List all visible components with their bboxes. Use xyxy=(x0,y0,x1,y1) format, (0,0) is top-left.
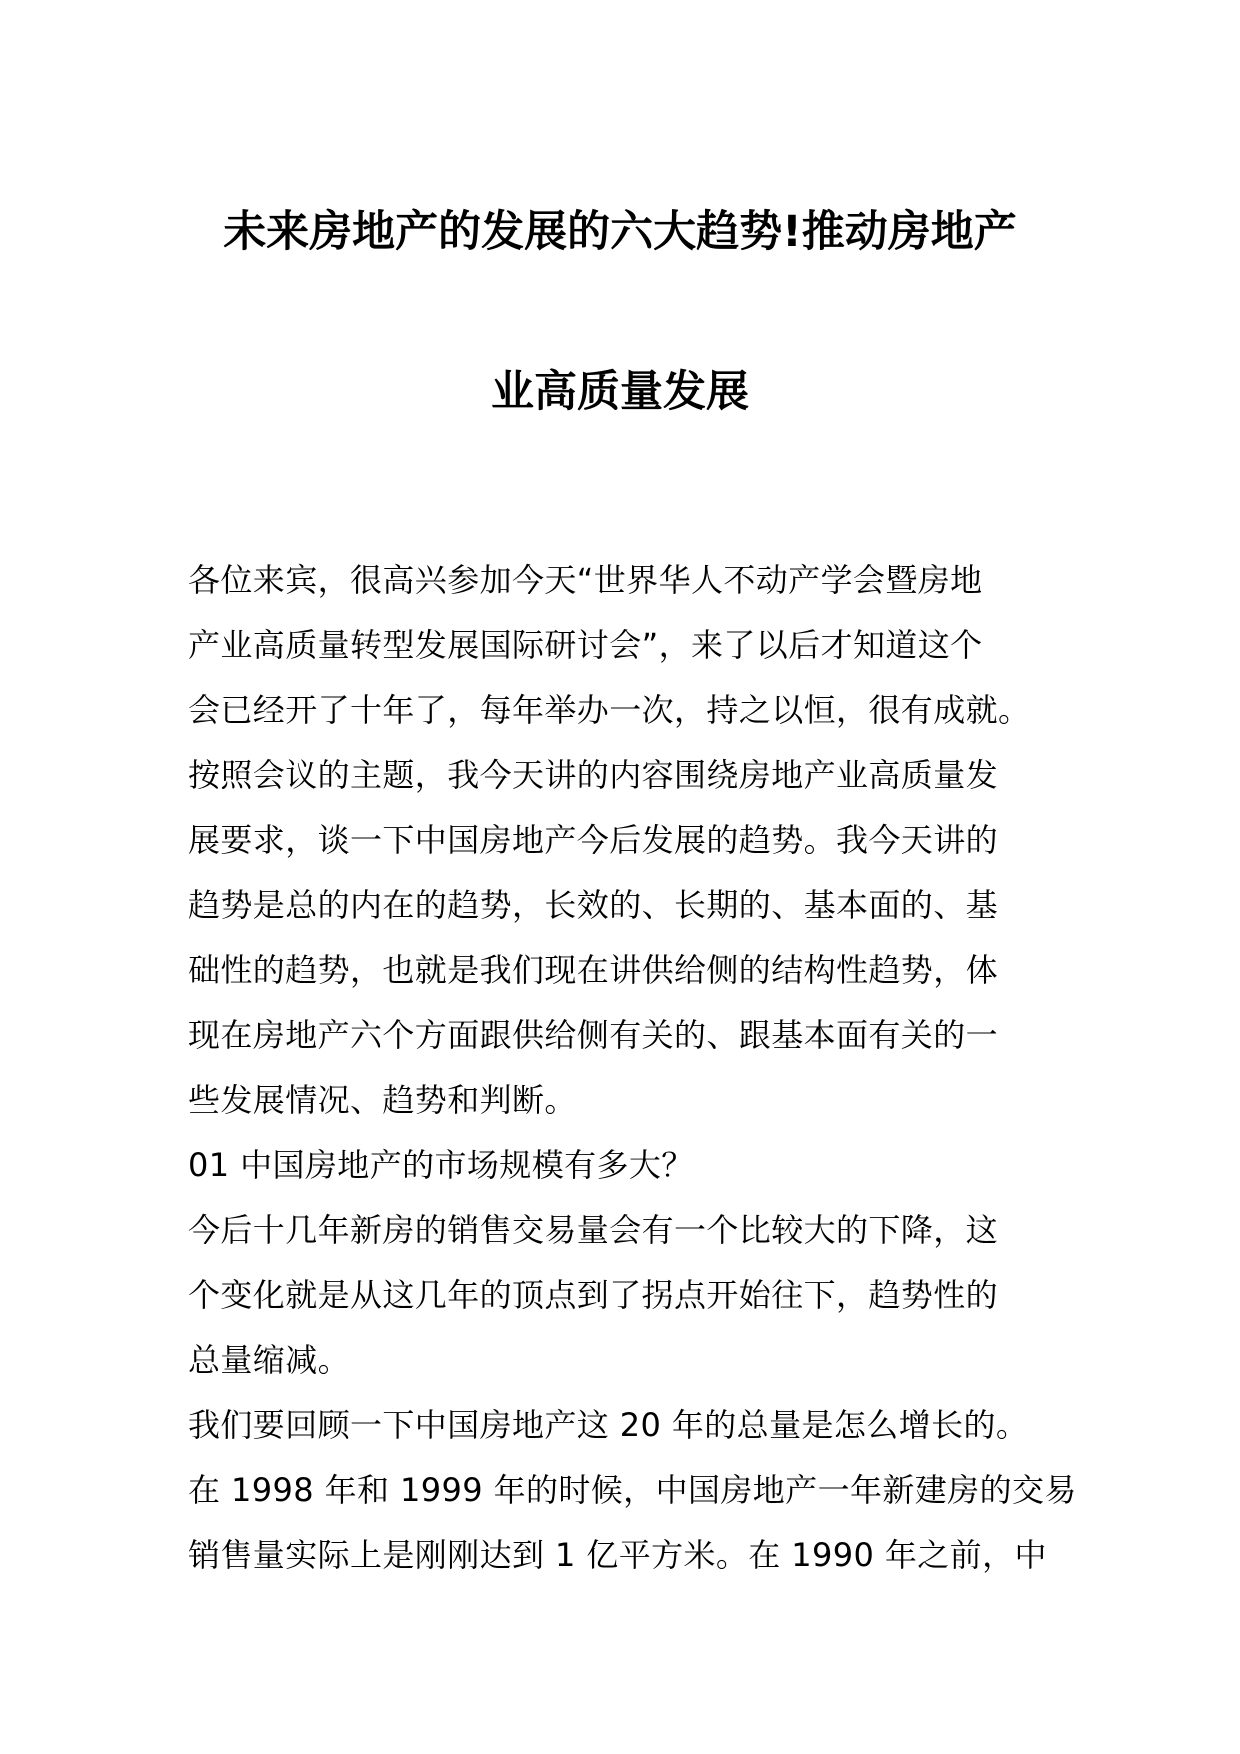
body-line: 个变化就是从这几年的顶点到了拐点开始往下，趋势性的 xyxy=(188,1276,999,1314)
body-line: 总量缩减。 xyxy=(188,1341,351,1379)
body-line: 些发展情况、趋势和判断。 xyxy=(188,1081,577,1119)
body-line: 销售量实际上是刚刚达到 1 亿平方米。在 1990 年之前，中 xyxy=(188,1536,1047,1574)
body-line: 础性的趋势，也就是我们现在讲供给侧的结构性趋势，体 xyxy=(188,951,999,989)
body-line: 产业高质量转型发展国际研讨会”，来了以后才知道这个 xyxy=(188,626,983,664)
body-line: 会已经开了十年了，每年举办一次，持之以恒，很有成就。 xyxy=(188,691,1031,729)
section-heading: 01 中国房地产的市场规模有多大？ xyxy=(188,1146,694,1184)
body-line: 趋势是总的内在的趋势，长效的、长期的、基本面的、基 xyxy=(188,886,999,924)
body-line: 今后十几年新房的销售交易量会有一个比较大的下降，这 xyxy=(188,1211,999,1249)
document-body xyxy=(188,548,1077,1588)
body-line: 按照会议的主题，我今天讲的内容围绕房地产业高质量发 xyxy=(188,756,999,794)
body-line: 在 1998 年和 1999 年的时候，中国房地产一年新建房的交易 xyxy=(188,1471,1077,1509)
document-title-line-1: 未来房地产的发展的六大趋势!推动房地产 xyxy=(223,207,1017,257)
body-line: 各位来宾，很高兴参加今天“世界华人不动产学会暨房地 xyxy=(188,561,983,599)
body-line: 我们要回顾一下中国房地产这 20 年的总量是怎么增长的。 xyxy=(188,1406,1029,1444)
document-title-line-2: 业高质量发展 xyxy=(491,367,749,417)
body-line: 现在房地产六个方面跟供给侧有关的、跟基本面有关的一 xyxy=(188,1016,999,1054)
body-line: 展要求，谈一下中国房地产今后发展的趋势。我今天讲的 xyxy=(188,821,999,859)
